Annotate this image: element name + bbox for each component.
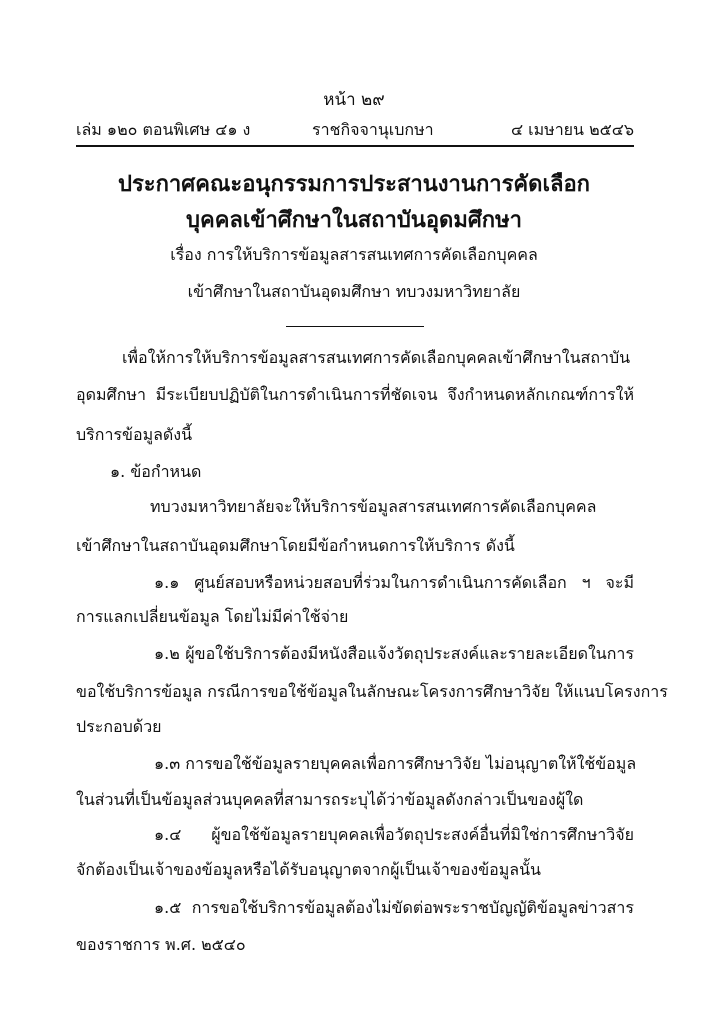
item-1-2-line-2: ขอใช้บริการข้อมูล กรณีการขอใช้ข้อมูลในลักษณะโครงการศึกษาวิจัย ให้แนบโครงการ <box>76 682 668 701</box>
intro-line-1: เพื่อให้การให้บริการข้อมูลสารสนเทศการคัดเลือกบุคคลเข้าศึกษาในสถาบัน <box>122 348 631 367</box>
intro-line-3: บริการข้อมูลดังนี้ <box>76 425 193 444</box>
announcement-title-line1: ประกาศคณะอนุกรรมการประสานงานการคัดเลือก <box>118 171 590 197</box>
publication-date: ๔ เมษายน ๒๕๔๖ <box>510 120 634 139</box>
item-1-1-line-2: การแลกเปลี่ยนข้อมูล โดยไม่มีค่าใช้จ่าย <box>76 607 349 626</box>
gazette-header <box>76 118 634 142</box>
item-1-5-line-2: ของราชการ พ.ศ. ๒๕๔๐ <box>76 935 246 954</box>
volume-info: เล่ม ๑๒๐ ตอนพิเศษ ๔๑ ง <box>76 120 251 139</box>
item-1-5-line-1: ๑.๕ การขอใช้บริการข้อมูลต้องไม่ขัดต่อพระราชบัญญัติข้อมูลข่าวสาร <box>154 898 634 917</box>
announcement-subject-line1: เรื่อง การให้บริการข้อมูลสารสนเทศการคัดเลือกบุคคล <box>170 245 538 264</box>
announcement-subject-line2: เข้าศึกษาในสถาบันอุดมศึกษา ทบวงมหาวิทยาลัย <box>187 282 521 301</box>
announcement-title-line2: บุคคลเข้าศึกษาในสถาบันอุดมศึกษา <box>186 207 522 233</box>
page-number: หน้า ๒๙ <box>323 90 385 110</box>
section-1-heading: ๑. ข้อกำหนด <box>110 462 202 481</box>
item-1-1-line-1: ๑.๑ ศูนย์สอบหรือหน่วยสอบที่ร่วมในการดำเนินการคัดเลือก ฯ จะมี <box>154 573 634 592</box>
item-1-3-line-1: ๑.๓ การขอใช้ข้อมูลรายบุคคลเพื่อการศึกษาวิจัย ไม่อนุญาตให้ใช้ข้อมูล <box>154 754 637 773</box>
item-1-4-line-2: จักต้องเป็นเจ้าของข้อมูลหรือได้รับอนุญาตจากผู้เป็นเจ้าของข้อมูลนั้น <box>76 860 541 879</box>
item-1-4-line-1: ๑.๔ ผู้ขอใช้ข้อมูลรายบุคคลเพื่อวัตถุประสงค์อื่นที่มิใช่การศึกษาวิจัย <box>154 825 634 844</box>
item-1-3-line-2: ในส่วนที่เป็นข้อมูลส่วนบุคคลที่สามารถระบุได้ว่าข้อมูลดังกล่าวเป็นของผู้ใด <box>76 790 584 809</box>
intro-line-2: อุดมศึกษา มีระเบียบปฏิบัติในการดำเนินการที่ชัดเจน จึงกำหนดหลักเกณฑ์การให้ <box>76 385 634 404</box>
item-1-2-line-1: ๑.๒ ผู้ขอใช้บริการต้องมีหนังสือแจ้งวัตถุประสงค์และรายละเอียดในการ <box>154 644 634 663</box>
header-divider <box>76 145 634 147</box>
section-1-para-line-1: ทบวงมหาวิทยาลัยจะให้บริการข้อมูลสารสนเทศการคัดเลือกบุคคล <box>150 497 597 516</box>
item-1-2-line-3: ประกอบด้วย <box>76 717 162 736</box>
gazette-name: ราชกิจจานุเบกษา <box>312 120 434 139</box>
title-divider <box>286 326 424 327</box>
section-1-para-line-2: เข้าศึกษาในสถาบันอุดมศึกษาโดยมีข้อกำหนดการให้บริการ ดังนี้ <box>76 536 515 555</box>
